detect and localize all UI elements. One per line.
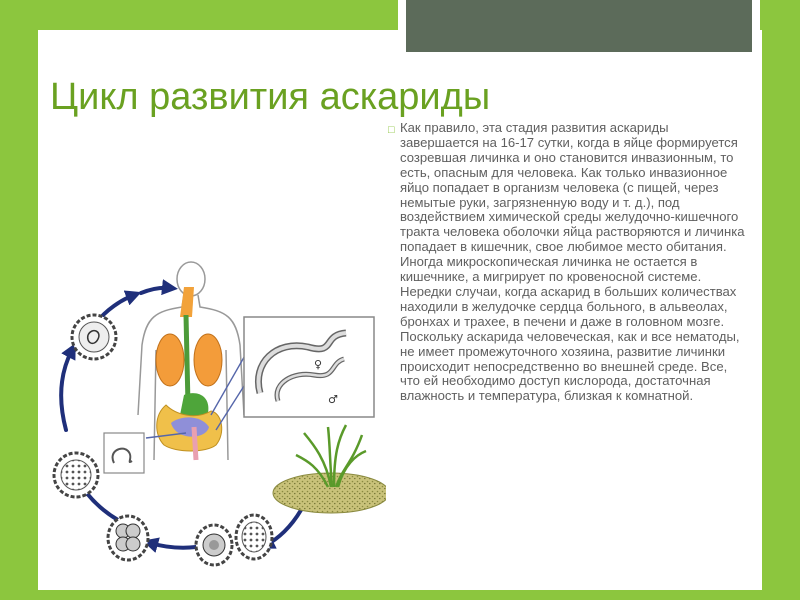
egg-stage-1 — [72, 315, 116, 359]
egg-stage-3 — [108, 516, 148, 560]
square-bullet-icon: □ — [388, 124, 395, 136]
female-symbol: ♀ — [314, 358, 323, 371]
male-symbol: ♂ — [328, 393, 338, 406]
slide-body-text: Как правило, эта стадия развития аскариды завершается на 16-17 сутки, когда в яйце формируется созревшая личинка и оно становится инвазионным, то есть, опасным для человека. Как только инвазионное яйцо попадает в организм человека (с пищей, через немытые руки, загрязненную воду и т. д.), под воздействием химической среды желудочно-кишечного тракта человека оболочки яйца растворяются и личинка попадает в кишечник, свое любимое место обитания. Иногда микроскопическая личинка не остается в кишечнике, а мигрирует по кровеносной системе. Нередки случаи, когда аскарид в больших количествах находили в желудочке сердца больного, в альвеолах, бронхах и трахее, в печени и даже в головном мозге. Поскольку аскарида человеческая, как и все нематоды, не имеет промежуточного хозяина, развитие личинки происходит непосредственно во внешней среде. Все, что ей необходимо доступ кислорода, достаточная влажность и температура, близкая к комнатной. — [400, 120, 745, 404]
slide-title: Цикл развития аскариды — [50, 76, 491, 118]
grass-with-soil — [273, 425, 386, 513]
decorative-header-fill — [406, 0, 752, 52]
larva-box — [104, 433, 144, 473]
decorative-header-box — [398, 0, 760, 60]
egg-stage-4 — [196, 525, 232, 565]
ascaris-life-cycle-illustration — [46, 255, 386, 575]
adult-worms-box — [244, 317, 374, 417]
egg-stage-2 — [54, 453, 98, 497]
human-organs — [156, 287, 222, 460]
egg-stage-5 — [236, 515, 272, 559]
